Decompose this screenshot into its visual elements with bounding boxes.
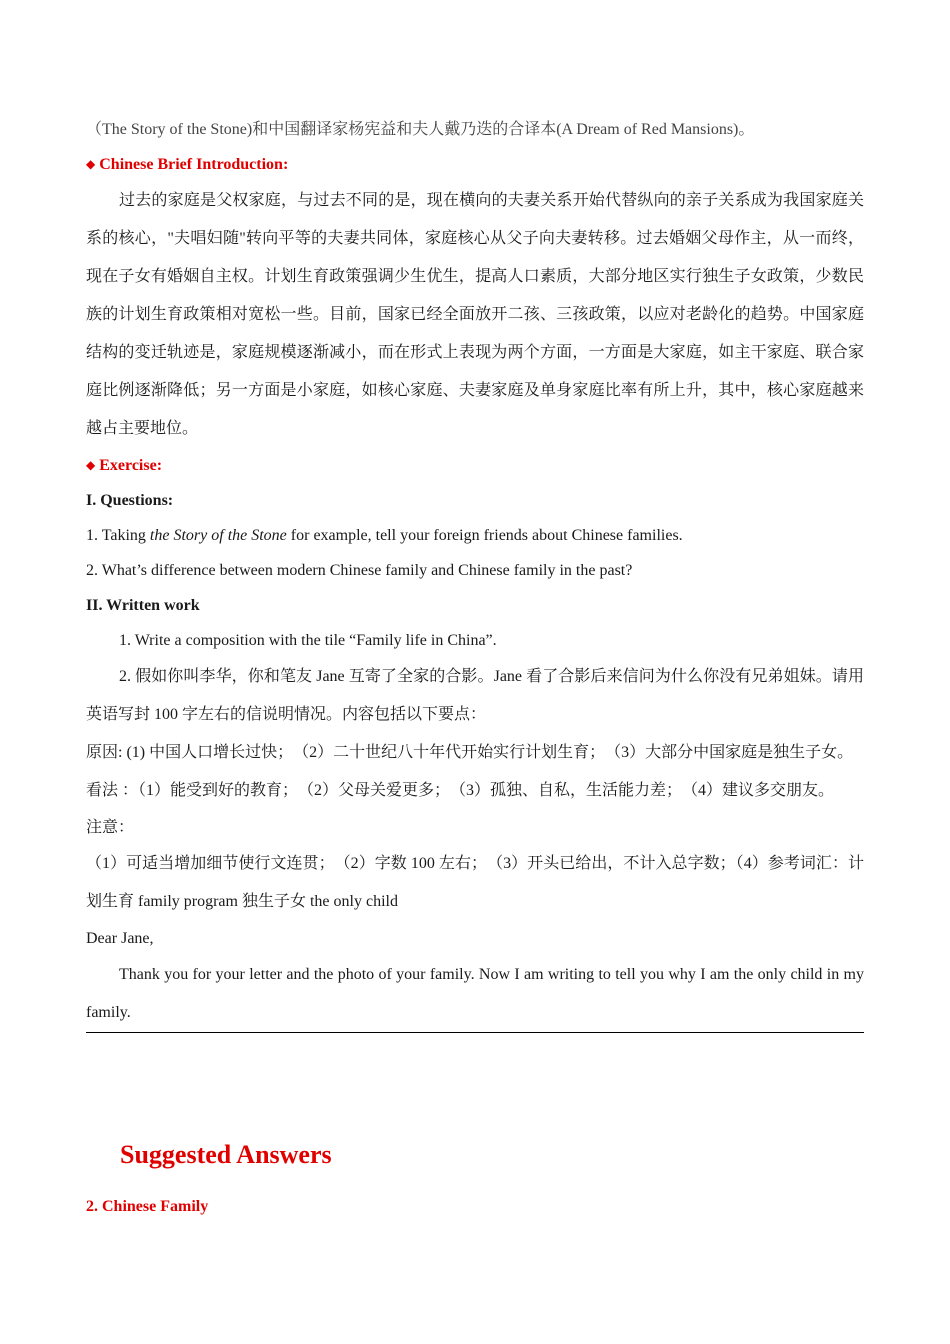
question-2: 2. What’s difference between modern Chinese family and Chinese family in the past?: [86, 562, 633, 579]
question-1-post: for example, tell your foreign friends about Chinese families.: [286, 527, 683, 544]
chinese-brief-heading-text: Chinese Brief Introduction:: [99, 156, 289, 173]
letter-salutation: Dear Jane,: [86, 930, 154, 947]
letter-opening: Thank you for your letter and the photo of your family. Now I am writing to tell you why I am the only child in my family.: [86, 956, 864, 1033]
note-label: 注意：: [86, 819, 135, 836]
exercise-heading: [86, 448, 864, 483]
question-1: [86, 518, 864, 553]
intro-line: （The Story of the Stone)和中国翻译家杨宪益和夫人戴乃迭的合译本(A Dream of Red Mansions)。: [86, 121, 755, 138]
exercise-heading-text: Exercise:: [99, 457, 163, 474]
written-task-2: 2. 假如你叫李华，你和笔友 Jane 互寄了全家的合影。Jane 看了合影后来信问为什么你没有兄弟姐妹。请用英语写封 100 字左右的信说明情况。内容包括以下要点：: [86, 668, 864, 723]
notes-list: （1）可适当增加细节使行文连贯； （2）字数 100 左右； （3）开头已给出，不计入总字数；（4）参考词汇：计划生育 family program 独生子女 the only child: [86, 855, 864, 910]
views-list: 看法 ：（1）能受到好的教育； （2）父母关爱更多； （3）孤独、自私，生活能力差； （4）建议多交朋友。: [86, 782, 835, 799]
chinese-brief-heading: [86, 147, 864, 182]
suggested-answers-title: Suggested Answers: [120, 1140, 332, 1169]
written-work-heading: II. Written work: [86, 597, 200, 614]
diamond-icon: ◆: [86, 458, 96, 472]
questions-heading: I. Questions:: [86, 492, 174, 509]
question-1-title: the Story of the Stone: [149, 527, 287, 544]
reasons-list: 原因: (1) 中国人口增长过快； （2）二十世纪八十年代开始实行计划生育； （3）大部分中国家庭是独生子女。: [86, 744, 854, 761]
diamond-icon: ◆: [86, 157, 96, 171]
section-chinese-family: 2. Chinese Family: [86, 1198, 209, 1215]
question-1-pre: 1. Taking: [86, 527, 150, 544]
written-task-1: 1. Write a composition with the tile “Family life in China”.: [119, 632, 497, 649]
chinese-brief-body: 过去的家庭是父权家庭，与过去不同的是，现在横向的夫妻关系开始代替纵向的亲子关系成为我国家庭关系的核心，"夫唱妇随"转向平等的夫妻共同体，家庭核心从父子向夫妻转移。过去婚姻父母作主，从一而终，现在子女有婚姻自主权。计划生育政策强调少生优生，提高人口素质，大部分地区实行独生子女政策，少数民族的计划生育政策相对宽松一些。目前，国家已经全面放开二孩、三孩政策，以应对老龄化的趋势。中国家庭结构的变迁轨迹是，家庭规模逐渐减小，而在形式上表现为两个方面，一方面是大家庭，如主干家庭、联合家庭比例逐渐降低；另一方面是小家庭，如核心家庭、夫妻家庭及单身家庭比率有所上升，其中，核心家庭越来越占主要地位。: [86, 192, 864, 437]
document-body: [86, 112, 864, 1033]
